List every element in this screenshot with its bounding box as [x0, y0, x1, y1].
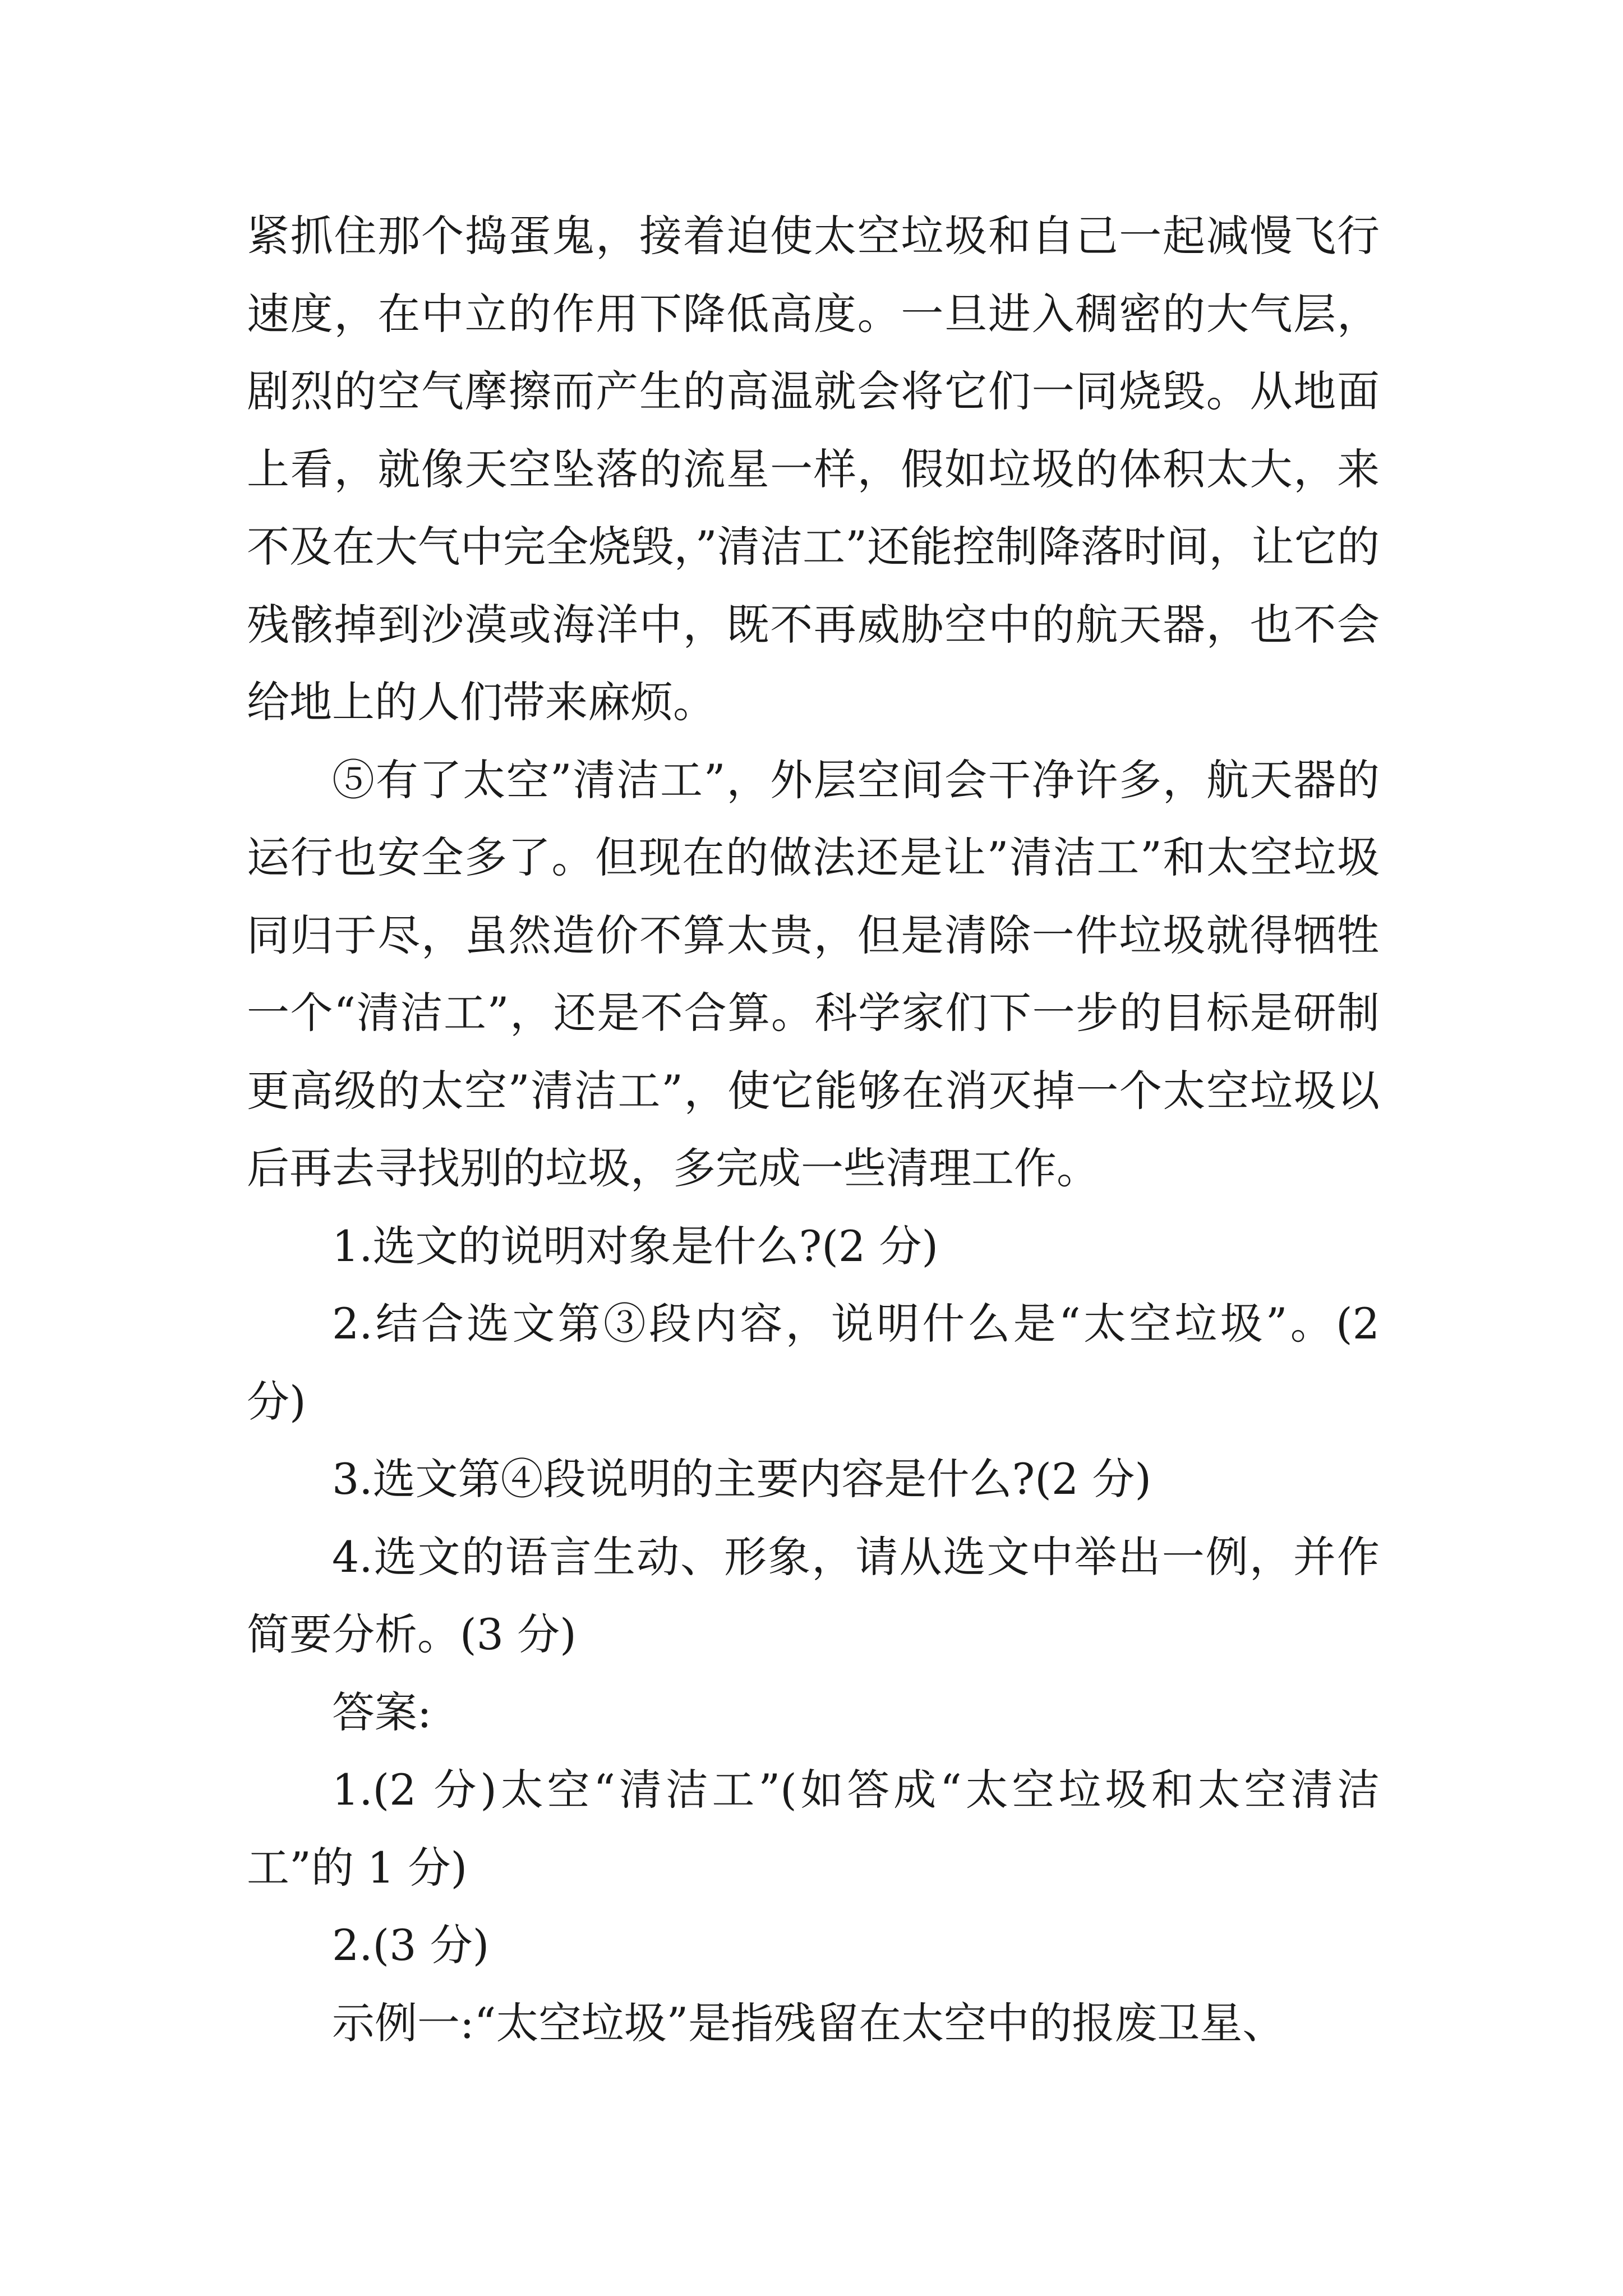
- paragraph-cleaner-descent: 紧抓住那个捣蛋鬼，接着迫使太空垃圾和自己一起减慢飞行速度，在中立的作用下降低高度。一旦进入稠密的大气层，剧烈的空气摩擦而产生的高温就会将它们一同烧毁。从地面上看，就像天空坠落的流星一样，假如垃圾的体积太大，来不及在大气中完全烧毁，”清洁工”还能控制降落时间，让它的残骸掉到沙漠或海洋中，既不再威胁空中的航天器，也不会给地上的人们带来麻烦。: [247, 211, 1380, 727]
- paragraph-5-future-cleaner: ⑤有了太空”清洁工”，外层空间会干净许多，航天器的运行也安全多了。但现在的做法还是让”清洁工”和太空垃圾同归于尽，虽然造价不算太贵，但是清除一件垃圾就得牺牲一个“清洁工”，还是不合算。科学家们下一步的目标是研制更高级的太空”清洁工”，使它能够在消灭掉一个太空垃圾以后再去寻找别的垃圾，多完成一些清理工作。: [247, 754, 1380, 1193]
- document-body: [247, 197, 1380, 2062]
- answer-1: 1.(2 分)太空“清洁工”(如答成“太空垃圾和太空清洁工”的 1 分): [247, 1765, 1380, 1893]
- answer-2: 2.(3 分): [332, 1920, 490, 1970]
- question-4: 4.选文的语言生动、形象，请从选文中举出一例，并作简要分析。(3 分): [247, 1531, 1380, 1659]
- question-1: 1.选文的说明对象是什么?(2 分): [332, 1221, 939, 1271]
- question-2: 2.结合选文第③段内容，说明什么是“太空垃圾”。(2 分): [247, 1299, 1380, 1427]
- answer-heading: 答案:: [332, 1687, 432, 1737]
- question-3: 3.选文第④段说明的主要内容是什么?(2 分): [332, 1454, 1152, 1504]
- answer-2-example-1: 示例一:“太空垃圾”是指残留在太空中的报废卫星、: [332, 1998, 1285, 2048]
